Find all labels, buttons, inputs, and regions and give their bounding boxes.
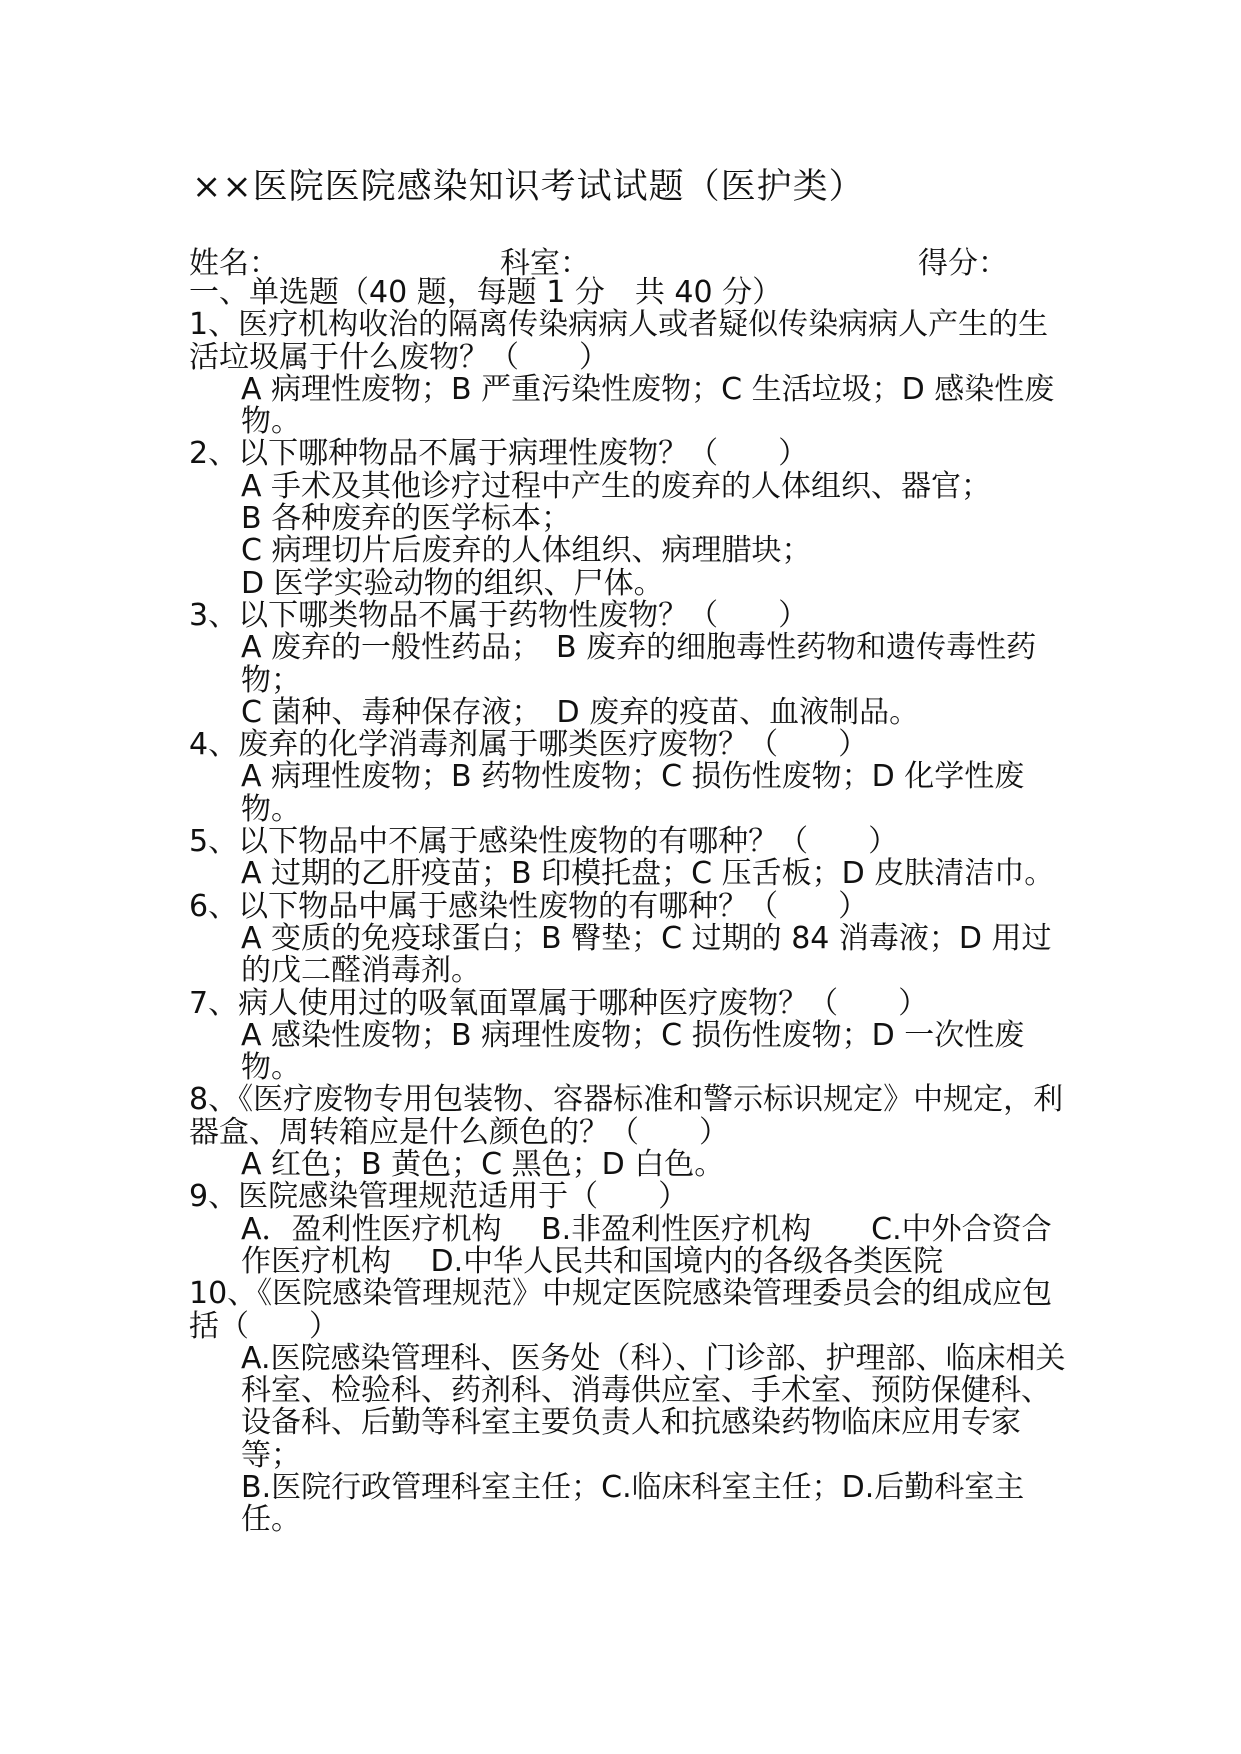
question-2-option-c: C 病理切片后废弃的人体组织、病理腊块； [241,533,812,569]
question-2-option-b: B 各种废弃的医学标本； [241,501,572,537]
question-2-option-a: A 手术及其他诊疗过程中产生的废弃的人体组织、器官； [241,468,992,504]
question-6: 6、以下物品中属于感染性废物的有哪种？（ ） [189,888,869,924]
question-9-option: A．盈利性医疗机构 B.非盈利性医疗机构 C.中外合资合作医疗机构 D.中华人民共和国境内的各级各类医院 [241,1211,1052,1279]
question-5-option: A 过期的乙肝疫苗；B 印模托盘；C 压舌板；D 皮肤清洁巾。 [241,856,1055,892]
question-6-option: A 变质的免疫球蛋白；B 臀垫；C 过期的 84 消毒液；D 用过的戊二醛消毒剂。 [241,920,1052,989]
question-10: 10、《医院感染管理规范》中规定医院感染管理委员会的组成应包括（ ） [189,1276,1053,1344]
question-3: 3、以下哪类物品不属于药物性废物？（ ） [189,597,809,633]
question-4: 4、废弃的化学消毒剂属于哪类医疗废物？（ ） [189,727,869,763]
department-field-label: 科室： [500,246,590,281]
question-3-options-cd: C 菌种、毒种保存液； D 废弃的疫苗、血液制品。 [241,694,920,730]
question-8: 8、《医疗废物专用包装物、容器标准和警示标识规定》中规定，利器盒、周转箱应是什么颜色的？（ ） [189,1082,1064,1150]
question-3-options-ab: A 废弃的一般性药品； B 废弃的细胞毒性药物和遗传毒性药物； [241,630,1037,698]
section-heading: 一、单选题（40 题，每题 1 分 共 40 分） [189,275,783,310]
question-8-option: A 红色；B 黄色；C 黑色；D 白色。 [241,1147,725,1183]
question-10-option-a: A.医院感染管理科、医务处（科）、门诊部、护理部、临床相关科室、检验科、药剂科、消毒供应室、手术室、预防保健科、设备科、后勤等科室主要负责人和抗感染药物临床应用专家等； [241,1340,1066,1473]
question-4-option: A 病理性废物；B 药物性废物；C 损伤性废物；D 化学性废物。 [241,759,1025,827]
question-9: 9、医院感染管理规范适用于（ ） [189,1179,689,1215]
name-field-label: 姓名： [189,246,279,281]
question-1: 1、医疗机构收治的隔离传染病病人或者疑似传染病病人产生的生活垃圾属于什么废物？（ ） [189,307,1049,375]
score-field-label: 得分： [918,246,1008,281]
question-7-option: A 感染性废物；B 病理性废物；C 损伤性废物；D 一次性废物。 [241,1017,1025,1086]
question-7: 7、病人使用过的吸氧面罩属于哪种医疗废物？（ ） [189,985,929,1021]
question-2: 2、以下哪种物品不属于病理性废物？（ ） [189,436,809,472]
question-1-option: A 病理性废物；B 严重污染性废物；C 生活垃圾；D 感染性废物。 [241,371,1055,440]
question-10-option-bcd: B.医院行政管理科室主任；C.临床科室主任；D.后勤科室主任。 [241,1469,1025,1538]
question-2-option-d: D 医学实验动物的组织、尸体。 [241,565,664,601]
exam-content [189,277,1069,1537]
exam-title: ××医院医院感染知识考试试题（医护类） [192,167,865,207]
question-5: 5、以下物品中不属于感染性废物的有哪种？（ ） [189,824,899,860]
